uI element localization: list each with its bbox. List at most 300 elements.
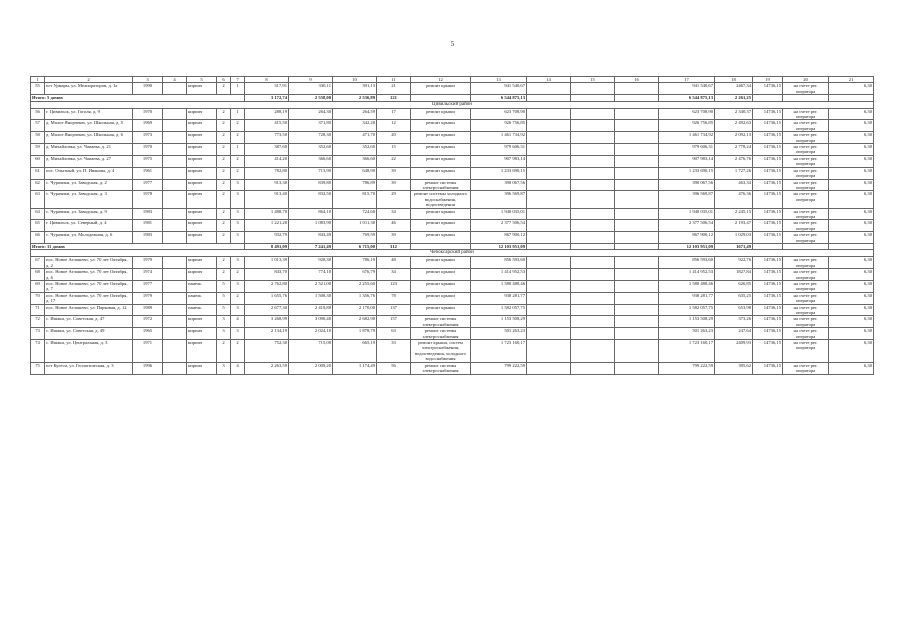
area-cell: 839,80 bbox=[289, 179, 333, 191]
residential-area-cell: 815,70 bbox=[333, 191, 377, 208]
cost-cell: 1 582 057,75 bbox=[471, 304, 527, 316]
wall-material-cell: панель bbox=[187, 281, 217, 293]
entrances-cell: 3 bbox=[231, 220, 245, 232]
row-number: 55 bbox=[31, 83, 45, 95]
fund-method-cell: на счете рег. оператора bbox=[783, 132, 829, 144]
row-number: 68 bbox=[31, 269, 45, 281]
floors-cell: 2 bbox=[217, 108, 231, 120]
repair-program-table bbox=[30, 76, 874, 375]
empty-cell bbox=[571, 269, 615, 281]
wall-material-cell: кирпич bbox=[187, 220, 217, 232]
empty-cell bbox=[571, 257, 615, 269]
address-cell: пос. Новое Атлашево, ул. 70 лет Октября, д. 17 bbox=[45, 292, 133, 304]
wall-material-cell: кирпич bbox=[187, 132, 217, 144]
empty-cell bbox=[527, 155, 571, 167]
entrances-cell: 4 bbox=[231, 316, 245, 328]
fund-method-cell: на счете рег. оператора bbox=[783, 340, 829, 363]
table-row bbox=[31, 120, 874, 132]
area-cell: 2 521,00 bbox=[289, 281, 333, 293]
fund-method-cell: на счете рег. оператора bbox=[783, 269, 829, 281]
residents-cell: 46 bbox=[377, 220, 411, 232]
empty-cell bbox=[527, 281, 571, 293]
column-index-cell: 19 bbox=[753, 77, 783, 83]
work-type-cell: ремонт крыши bbox=[411, 281, 471, 293]
fund-cell: 907 983,14 bbox=[659, 155, 715, 167]
cost-cell: 867 900,12 bbox=[471, 232, 527, 244]
fund-cell: 867 900,12 bbox=[659, 232, 715, 244]
specific-cost-cell: 2 476,76 bbox=[715, 155, 753, 167]
address-cell: д. Малое Янорченю, ул. Школьная, д. 5 bbox=[45, 120, 133, 132]
fund-cell: 856 593,60 bbox=[659, 257, 715, 269]
table-row bbox=[31, 292, 874, 304]
empty-cell bbox=[571, 292, 615, 304]
empty-cell bbox=[615, 191, 659, 208]
rate-cell: 6,30 bbox=[829, 167, 874, 179]
column-index-cell: 10 bbox=[333, 77, 377, 83]
floors-cell: 3 bbox=[217, 362, 231, 374]
rate-cell: 6,30 bbox=[829, 155, 874, 167]
address-cell: пос. Новое Атлашево, ул. 70 лет Октября, д. 6 bbox=[45, 269, 133, 281]
total-area-cell: 752,30 bbox=[245, 340, 289, 363]
total-area-cell: 773,50 bbox=[245, 132, 289, 144]
column-index-cell: 9 bbox=[289, 77, 333, 83]
repair-program-table-wrap bbox=[30, 76, 873, 375]
fund-method-cell: на счете рег. оператора bbox=[783, 83, 829, 95]
address-cell: с. Чурачики, ул. Заводская, д. 9 bbox=[45, 208, 133, 220]
total-area-cell: 2 263,59 bbox=[245, 362, 289, 374]
empty-cell bbox=[527, 179, 571, 191]
limit-cost-cell: 14736,15 bbox=[753, 108, 783, 120]
entrances-cell: 2 bbox=[231, 269, 245, 281]
column-index-cell: 13 bbox=[471, 77, 527, 83]
fund-cell: 396 569,87 bbox=[659, 191, 715, 208]
residential-area-cell: 648,90 bbox=[333, 167, 377, 179]
cost-cell: 1 580 488,46 bbox=[471, 281, 527, 293]
floors-cell: 2 bbox=[217, 167, 231, 179]
year-cell: 1979 bbox=[133, 292, 163, 304]
empty-cell bbox=[615, 257, 659, 269]
specific-cost-cell: 476,36 bbox=[715, 191, 753, 208]
empty-cell bbox=[163, 120, 187, 132]
rate-cell: 6,30 bbox=[829, 269, 874, 281]
empty-cell bbox=[163, 340, 187, 363]
area-cell: 928,30 bbox=[289, 257, 333, 269]
year-cell: 1973 bbox=[133, 132, 163, 144]
entrances-cell: 1 bbox=[231, 108, 245, 120]
limit-cost-cell: 14736,15 bbox=[753, 167, 783, 179]
residential-area-cell: 769,59 bbox=[333, 232, 377, 244]
residential-area-cell: 471,70 bbox=[333, 132, 377, 144]
residents-cell: 15 bbox=[377, 144, 411, 156]
residents-cell: 21 bbox=[377, 83, 411, 95]
floors-cell: 2 bbox=[217, 144, 231, 156]
residential-area-cell: 676,79 bbox=[333, 269, 377, 281]
floors-cell: 2 bbox=[217, 120, 231, 132]
work-type-cell: ремонт крыши bbox=[411, 108, 471, 120]
specific-cost-avg: 1671,49 bbox=[715, 243, 753, 249]
residential-area-cell: 342,20 bbox=[333, 120, 377, 132]
rate-cell: 6,30 bbox=[829, 120, 874, 132]
residents-cell: 12 bbox=[377, 120, 411, 132]
row-number: 63 bbox=[31, 191, 45, 208]
area-sum: 7 241,49 bbox=[289, 243, 333, 249]
area-cell: 713,90 bbox=[289, 167, 333, 179]
empty-cell bbox=[163, 179, 187, 191]
total-area-cell: 415,50 bbox=[245, 120, 289, 132]
limit-cost-cell: 14736,15 bbox=[753, 155, 783, 167]
table-row bbox=[31, 281, 874, 293]
empty-cell bbox=[527, 316, 571, 328]
specific-cost-cell: 463,34 bbox=[715, 179, 753, 191]
total-area-cell: 1 221,20 bbox=[245, 220, 289, 232]
page-number: 5 bbox=[450, 40, 455, 48]
row-number: 59 bbox=[31, 144, 45, 156]
work-type-cell: ремонт системы электроснабжения bbox=[411, 179, 471, 191]
work-type-cell: ремонт крыши bbox=[411, 155, 471, 167]
address-cell: с. Ишаки, ул. Советская, д. 47 bbox=[45, 316, 133, 328]
specific-cost-avg: 2 261,25 bbox=[715, 95, 753, 101]
table-row bbox=[31, 155, 874, 167]
fund-method-cell: на счете рег. оператора bbox=[783, 120, 829, 132]
total-area-cell: 2 134,19 bbox=[245, 328, 289, 340]
entrances-cell: 2 bbox=[231, 155, 245, 167]
address-cell: с. Ишаки, ул. Советская, д. 49 bbox=[45, 328, 133, 340]
total-area-cell: 913,40 bbox=[245, 191, 289, 208]
empty-cell bbox=[571, 362, 615, 374]
district-header-row bbox=[31, 101, 874, 108]
column-index-cell: 18 bbox=[715, 77, 753, 83]
residents-cell: 20 bbox=[377, 132, 411, 144]
residents-sum: 121 bbox=[377, 95, 411, 101]
entrances-cell: 1 bbox=[231, 83, 245, 95]
total-area-cell: 782,80 bbox=[245, 167, 289, 179]
rate-cell: 6,30 bbox=[829, 132, 874, 144]
work-type-cell: ремонт крыши bbox=[411, 144, 471, 156]
year-cell: 1970 bbox=[133, 108, 163, 120]
row-number: 57 bbox=[31, 120, 45, 132]
cost-cell: 2 377 506,54 bbox=[471, 220, 527, 232]
empty-cell bbox=[571, 83, 615, 95]
specific-cost-cell: 922,76 bbox=[715, 257, 753, 269]
residents-sum: 312 bbox=[377, 243, 411, 249]
area-cell: 3 090,40 bbox=[289, 316, 333, 328]
address-cell: с. Ишаки, ул. Центральная, д. 3 bbox=[45, 340, 133, 363]
address-cell: д. Михайловка, ул. Чапаева, д. 27 bbox=[45, 155, 133, 167]
address-cell: пос. Опытный, ул. П. Иванова, д. 4 bbox=[45, 167, 133, 179]
floors-cell: 2 bbox=[217, 132, 231, 144]
work-type-cell: ремонт крыши, систем электроснабжения, водоотведения, холодного водоснабжения bbox=[411, 340, 471, 363]
empty-cell bbox=[615, 292, 659, 304]
wall-material-cell: кирпич bbox=[187, 120, 217, 132]
floors-cell: 2 bbox=[217, 191, 231, 208]
entrances-cell: 3 bbox=[231, 257, 245, 269]
residents-cell: 22 bbox=[377, 155, 411, 167]
empty-cell bbox=[527, 328, 571, 340]
empty-cell bbox=[163, 144, 187, 156]
empty-cell bbox=[163, 292, 187, 304]
wall-material-cell: кирпич bbox=[187, 155, 217, 167]
cost-cell: 926 756,85 bbox=[471, 120, 527, 132]
limit-cost-cell: 14736,15 bbox=[753, 120, 783, 132]
empty-cell bbox=[163, 257, 187, 269]
empty-cell bbox=[163, 167, 187, 179]
table-row bbox=[31, 328, 874, 340]
wall-material-cell: кирпич bbox=[187, 108, 217, 120]
limit-cost-cell: 14736,15 bbox=[753, 191, 783, 208]
total-area-cell: 1 488,70 bbox=[245, 208, 289, 220]
empty-cell bbox=[615, 155, 659, 167]
column-index-cell: 7 bbox=[231, 77, 245, 83]
empty-cell bbox=[571, 316, 615, 328]
rate-cell: 6,30 bbox=[829, 191, 874, 208]
residential-area-cell: 366,60 bbox=[333, 155, 377, 167]
area-cell: 366,60 bbox=[289, 155, 333, 167]
year-cell: 1989 bbox=[133, 304, 163, 316]
cost-cell: 856 593,60 bbox=[471, 257, 527, 269]
address-cell: г. Цивильск, ул. Гоголя, д. 9 bbox=[45, 108, 133, 120]
residential-area-cell: 2 255,60 bbox=[333, 281, 377, 293]
fund-cell: 1 940 035,01 bbox=[659, 208, 715, 220]
work-type-cell: ремонт крыши bbox=[411, 292, 471, 304]
table-row bbox=[31, 108, 874, 120]
area-cell: 1 508,30 bbox=[289, 292, 333, 304]
work-type-cell: ремонт системы электроснабжения bbox=[411, 316, 471, 328]
year-cell: 1974 bbox=[133, 269, 163, 281]
column-index-cell: 16 bbox=[615, 77, 659, 83]
residential-area-sum: 6 715,00 bbox=[333, 243, 377, 249]
empty-cell bbox=[527, 257, 571, 269]
total-area-sum: 8 491,09 bbox=[245, 243, 289, 249]
fund-cell: 926 756,85 bbox=[659, 120, 715, 132]
residential-area-cell: 352,60 bbox=[333, 144, 377, 156]
fund-cell: 501 263,23 bbox=[659, 328, 715, 340]
residential-area-cell: 665,19 bbox=[333, 340, 377, 363]
work-type-cell: ремонт крыши bbox=[411, 257, 471, 269]
total-area-cell: 3 268,99 bbox=[245, 316, 289, 328]
work-type-cell: ремонт крыши bbox=[411, 232, 471, 244]
row-number: 73 bbox=[31, 328, 45, 340]
residents-cell: 123 bbox=[377, 281, 411, 293]
floors-cell: 2 bbox=[217, 208, 231, 220]
entrances-cell: 3 bbox=[231, 281, 245, 293]
column-index-cell: 1 bbox=[31, 77, 45, 83]
wall-material-cell: кирпич bbox=[187, 179, 217, 191]
address-cell: г. Цивильск, ул. Северный, д. 4 bbox=[45, 220, 133, 232]
empty-cell bbox=[615, 340, 659, 363]
empty-cell bbox=[163, 304, 187, 316]
wall-material-cell: кирпич bbox=[187, 191, 217, 208]
fund-method-cell: на счете рег. оператора bbox=[783, 220, 829, 232]
limit-cost-cell: 14736,15 bbox=[753, 257, 783, 269]
floors-cell: 2 bbox=[217, 232, 231, 244]
specific-cost-cell: 2467,34 bbox=[715, 83, 753, 95]
empty-cell bbox=[163, 232, 187, 244]
fund-method-cell: на счете рег. оператора bbox=[783, 191, 829, 208]
total-area-cell: 1 013,39 bbox=[245, 257, 289, 269]
rate-cell: 6,30 bbox=[829, 257, 874, 269]
year-cell: 1969 bbox=[133, 120, 163, 132]
empty-cell bbox=[615, 132, 659, 144]
cost-cell: 1 233 690,15 bbox=[471, 167, 527, 179]
table-row bbox=[31, 167, 874, 179]
year-cell: 1981 bbox=[133, 220, 163, 232]
residential-area-cell: 2 170,00 bbox=[333, 304, 377, 316]
wall-material-cell: кирпич bbox=[187, 257, 217, 269]
row-number: 67 bbox=[31, 257, 45, 269]
fund-method-cell: на счете рег. оператора bbox=[783, 144, 829, 156]
row-number: 62 bbox=[31, 179, 45, 191]
limit-cost-cell: 14736,15 bbox=[753, 132, 783, 144]
empty-cell bbox=[571, 281, 615, 293]
year-cell: 1996 bbox=[133, 362, 163, 374]
specific-cost-cell: 2 340,37 bbox=[715, 108, 753, 120]
row-number: 61 bbox=[31, 167, 45, 179]
year-cell: 1972 bbox=[133, 316, 163, 328]
row-number: 74 bbox=[31, 340, 45, 363]
empty-cell bbox=[615, 120, 659, 132]
cost-sum: 6 544 875,13 bbox=[471, 95, 527, 101]
cost-cell: 396 569,87 bbox=[471, 191, 527, 208]
total-area-cell: 913,30 bbox=[245, 179, 289, 191]
row-number: 64 bbox=[31, 208, 45, 220]
residential-area-cell: 786,19 bbox=[333, 257, 377, 269]
column-index-cell: 21 bbox=[829, 77, 874, 83]
residents-cell: 56 bbox=[377, 362, 411, 374]
area-cell: 715,00 bbox=[289, 340, 333, 363]
residents-cell: 63 bbox=[377, 328, 411, 340]
limit-cost-cell: 14736,15 bbox=[753, 83, 783, 95]
specific-cost-cell: 635,25 bbox=[715, 292, 753, 304]
fund-cell: 1 461 734,92 bbox=[659, 132, 715, 144]
row-number: 66 bbox=[31, 232, 45, 244]
residential-area-sum: 2 536,89 bbox=[333, 95, 377, 101]
empty-cell bbox=[571, 191, 615, 208]
residents-cell: 78 bbox=[377, 292, 411, 304]
cost-cell: 907 983,14 bbox=[471, 155, 527, 167]
address-cell: с. Чурачики, ул. Заводская, д. 2 bbox=[45, 179, 133, 191]
cost-cell: 1 461 734,92 bbox=[471, 132, 527, 144]
specific-cost-cell: 1827,84 bbox=[715, 269, 753, 281]
limit-cost-cell: 14736,15 bbox=[753, 232, 783, 244]
floors-cell: 2 bbox=[217, 155, 231, 167]
wall-material-cell: кирпич bbox=[187, 316, 217, 328]
empty-cell bbox=[615, 144, 659, 156]
table-row bbox=[31, 132, 874, 144]
cost-cell: 979 606,31 bbox=[471, 144, 527, 156]
residents-cell: 39 bbox=[377, 179, 411, 191]
year-cell: 1971 bbox=[133, 340, 163, 363]
area-cell: 371,80 bbox=[289, 120, 333, 132]
residents-cell: 157 bbox=[377, 316, 411, 328]
empty-cell bbox=[527, 208, 571, 220]
residents-cell: 48 bbox=[377, 257, 411, 269]
empty-cell bbox=[163, 132, 187, 144]
empty-cell bbox=[615, 208, 659, 220]
empty-cell bbox=[163, 281, 187, 293]
table-row bbox=[31, 232, 874, 244]
total-area-cell: 317,91 bbox=[245, 83, 289, 95]
year-cell: 1978 bbox=[133, 191, 163, 208]
column-index-cell: 11 bbox=[377, 77, 411, 83]
entrances-cell: 2 bbox=[231, 340, 245, 363]
entrances-cell: 4 bbox=[231, 362, 245, 374]
empty-cell bbox=[527, 340, 571, 363]
rate-cell: 6,30 bbox=[829, 83, 874, 95]
wall-material-cell: панель bbox=[187, 304, 217, 316]
cost-cell: 1 723 160,17 bbox=[471, 340, 527, 363]
residential-area-cell: 1 878,79 bbox=[333, 328, 377, 340]
entrances-cell: 3 bbox=[231, 304, 245, 316]
fund-method-cell: на счете рег. оператора bbox=[783, 316, 829, 328]
empty-cell bbox=[571, 208, 615, 220]
entrances-cell: 2 bbox=[231, 132, 245, 144]
empty-cell bbox=[615, 83, 659, 95]
area-cell: 2 419,80 bbox=[289, 304, 333, 316]
residents-cell: 39 bbox=[377, 232, 411, 244]
fund-method-cell: на счете рег. оператора bbox=[783, 108, 829, 120]
rate-cell: 6,30 bbox=[829, 232, 874, 244]
fund-cell: 1 582 057,75 bbox=[659, 304, 715, 316]
floors-cell: 3 bbox=[217, 316, 231, 328]
column-index-cell: 5 bbox=[187, 77, 217, 83]
row-number: 58 bbox=[31, 132, 45, 144]
total-area-cell: 1 655,76 bbox=[245, 292, 289, 304]
fund-cell: 938 281,77 bbox=[659, 292, 715, 304]
column-index-cell: 3 bbox=[133, 77, 163, 83]
district-title: Чебоксарский район bbox=[31, 250, 874, 257]
empty-cell bbox=[163, 208, 187, 220]
cost-cell: 501 263,23 bbox=[471, 328, 527, 340]
area-cell: 2 024,10 bbox=[289, 328, 333, 340]
column-index-cell: 4 bbox=[163, 77, 187, 83]
empty-cell bbox=[571, 340, 615, 363]
fund-cell: 1 153 508,29 bbox=[659, 316, 715, 328]
empty-cell bbox=[615, 220, 659, 232]
fund-cell: 941 540,67 bbox=[659, 83, 715, 95]
empty-cell bbox=[571, 120, 615, 132]
empty-cell bbox=[163, 220, 187, 232]
entrances-cell: 1 bbox=[231, 144, 245, 156]
wall-material-cell: панель bbox=[187, 292, 217, 304]
wall-material-cell: кирпич bbox=[187, 167, 217, 179]
row-number: 56 bbox=[31, 108, 45, 120]
work-type-cell: ремонт крыши bbox=[411, 83, 471, 95]
fund-method-cell: на счете рег. оператора bbox=[783, 155, 829, 167]
area-cell: 864,10 bbox=[289, 208, 333, 220]
year-cell: 1961 bbox=[133, 167, 163, 179]
empty-cell bbox=[615, 232, 659, 244]
floors-cell: 2 bbox=[217, 83, 231, 95]
specific-cost-cell: 2 778,24 bbox=[715, 144, 753, 156]
wall-material-cell: кирпич bbox=[187, 340, 217, 363]
total-area-cell: 288,19 bbox=[245, 108, 289, 120]
fund-cell: 979 606,31 bbox=[659, 144, 715, 156]
empty-cell bbox=[163, 83, 187, 95]
table-row bbox=[31, 208, 874, 220]
column-index-cell: 15 bbox=[571, 77, 615, 83]
fund-cell: 799 222,59 bbox=[659, 362, 715, 374]
residents-cell: 39 bbox=[377, 167, 411, 179]
residents-cell: 34 bbox=[377, 208, 411, 220]
work-type-cell: ремонт крыши bbox=[411, 304, 471, 316]
work-type-cell: ремонт системы электроснабжения bbox=[411, 328, 471, 340]
work-type-cell: ремонт системы холодного водоснабжения, водоотведения bbox=[411, 191, 471, 208]
empty-cell bbox=[571, 108, 615, 120]
fund-method-cell: на счете рег. оператора bbox=[783, 167, 829, 179]
table-row bbox=[31, 83, 874, 95]
address-cell: д. Михайловка, ул. Чапаева, д. 21 bbox=[45, 144, 133, 156]
limit-cost-cell: 14736,15 bbox=[753, 340, 783, 363]
